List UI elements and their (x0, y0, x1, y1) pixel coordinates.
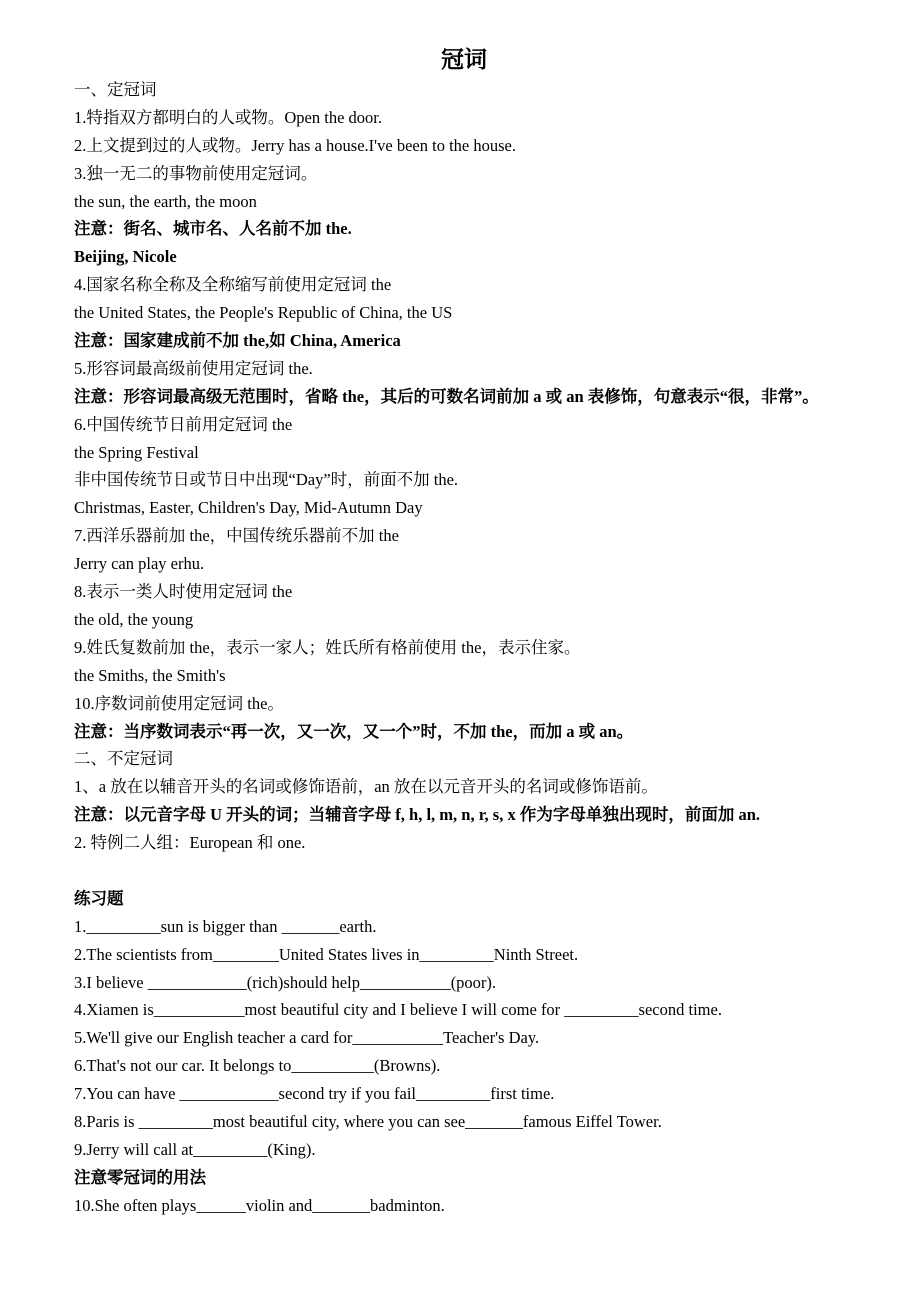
exercise-line-10: 10.She often plays______violin and_______badminton. (74, 1195, 445, 1215)
note-line: 注意：以元音字母 U 开头的词；当辅音字母 f, h, l, m, n, r, s, x 作为字母单独出现时，前面加 an. (74, 805, 760, 825)
exercise-heading: 练习题 (74, 888, 124, 908)
note-line: 9.姓氏复数前加 the，表示一家人；姓氏所有格前使用 the，表示住家。 (74, 637, 581, 657)
note-line: 2. 特例二人组：European 和 one. (74, 833, 306, 853)
document-title: 冠词 (441, 47, 487, 73)
exercise-line: 8.Paris is _________most beautiful city, where you can see_______famous Eiffel Tower. (74, 1111, 662, 1131)
note-line: 注意：国家建成前不加 the,如 China, America (74, 331, 401, 351)
zero-article-note: 注意零冠词的用法 (74, 1167, 206, 1187)
note-line: 7.西洋乐器前加 the，中国传统乐器前不加 the (74, 526, 399, 546)
exercise-line: 9.Jerry will call at_________(King). (74, 1139, 316, 1159)
note-line: 注意：当序数词表示“再一次，又一次，又一个”时，不加 the，而加 a 或 an。 (74, 721, 634, 741)
blank-line (74, 857, 864, 885)
exercise-list (74, 913, 864, 1164)
exercise-line: 2.The scientists from________United States lives in_________Ninth Street. (74, 944, 579, 964)
exercise-line: 1._________sun is bigger than _______earth. (74, 916, 377, 936)
note-line: 二、不定冠词 (74, 749, 173, 769)
note-line: the old, the young (74, 609, 194, 629)
note-line: Beijing, Nicole (74, 247, 177, 267)
note-line: 4.国家名称全称及全称缩写前使用定冠词 the (74, 275, 392, 295)
exercise-line: 6.That's not our car. It belongs to__________(Browns). (74, 1056, 441, 1076)
note-line: 8.表示一类人时使用定冠词 the (74, 582, 293, 602)
note-line: 非中国传统节日或节日中出现“Day”时，前面不加 the. (74, 470, 459, 490)
note-line: 6.中国传统节日前用定冠词 the (74, 414, 293, 434)
exercise-line: 3.I believe ____________(rich)should help___________(poor). (74, 972, 497, 992)
note-line: 一、定冠词 (74, 80, 157, 99)
note-line: the Smiths, the Smith's (74, 665, 226, 685)
exercise-line: 5.We'll give our English teacher a card for___________Teacher's Day. (74, 1028, 540, 1048)
note-line: the sun, the earth, the moon (74, 191, 257, 211)
note-line: the United States, the People's Republic of China, the US (74, 303, 453, 323)
note-line: 10.序数词前使用定冠词 the。 (74, 693, 284, 713)
document-body (74, 76, 864, 1220)
note-line: Christmas, Easter, Children's Day, Mid-Autumn Day (74, 498, 423, 518)
note-line: 注意：街名、城市名、人名前不加 the. (74, 219, 352, 239)
note-line: 注意：形容词最高级无范围时，省略 the，其后的可数名词前加 a 或 an 表修饰，句意表示“很，非常”。 (74, 386, 819, 406)
grammar-notes (74, 76, 864, 857)
note-line: Jerry can play erhu. (74, 554, 205, 574)
note-line: 1.特指双方都明白的人或物。Open the door. (74, 107, 382, 127)
note-line: the Spring Festival (74, 442, 199, 462)
note-line: 1、a 放在以辅音开头的名词或修饰语前，an 放在以元音开头的名词或修饰语前。 (74, 777, 658, 797)
exercise-line: 4.Xiamen is___________most beautiful city and I believe I will come for _________second time. (74, 1000, 722, 1020)
note-line: 3.独一无二的事物前使用定冠词。 (74, 163, 318, 183)
exercise-line: 7.You can have ____________second try if you fail_________first time. (74, 1084, 555, 1104)
note-line: 5.形容词最高级前使用定冠词 the. (74, 358, 313, 378)
note-line: 2.上文提到过的人或物。Jerry has a house.I've been to the house. (74, 135, 516, 155)
